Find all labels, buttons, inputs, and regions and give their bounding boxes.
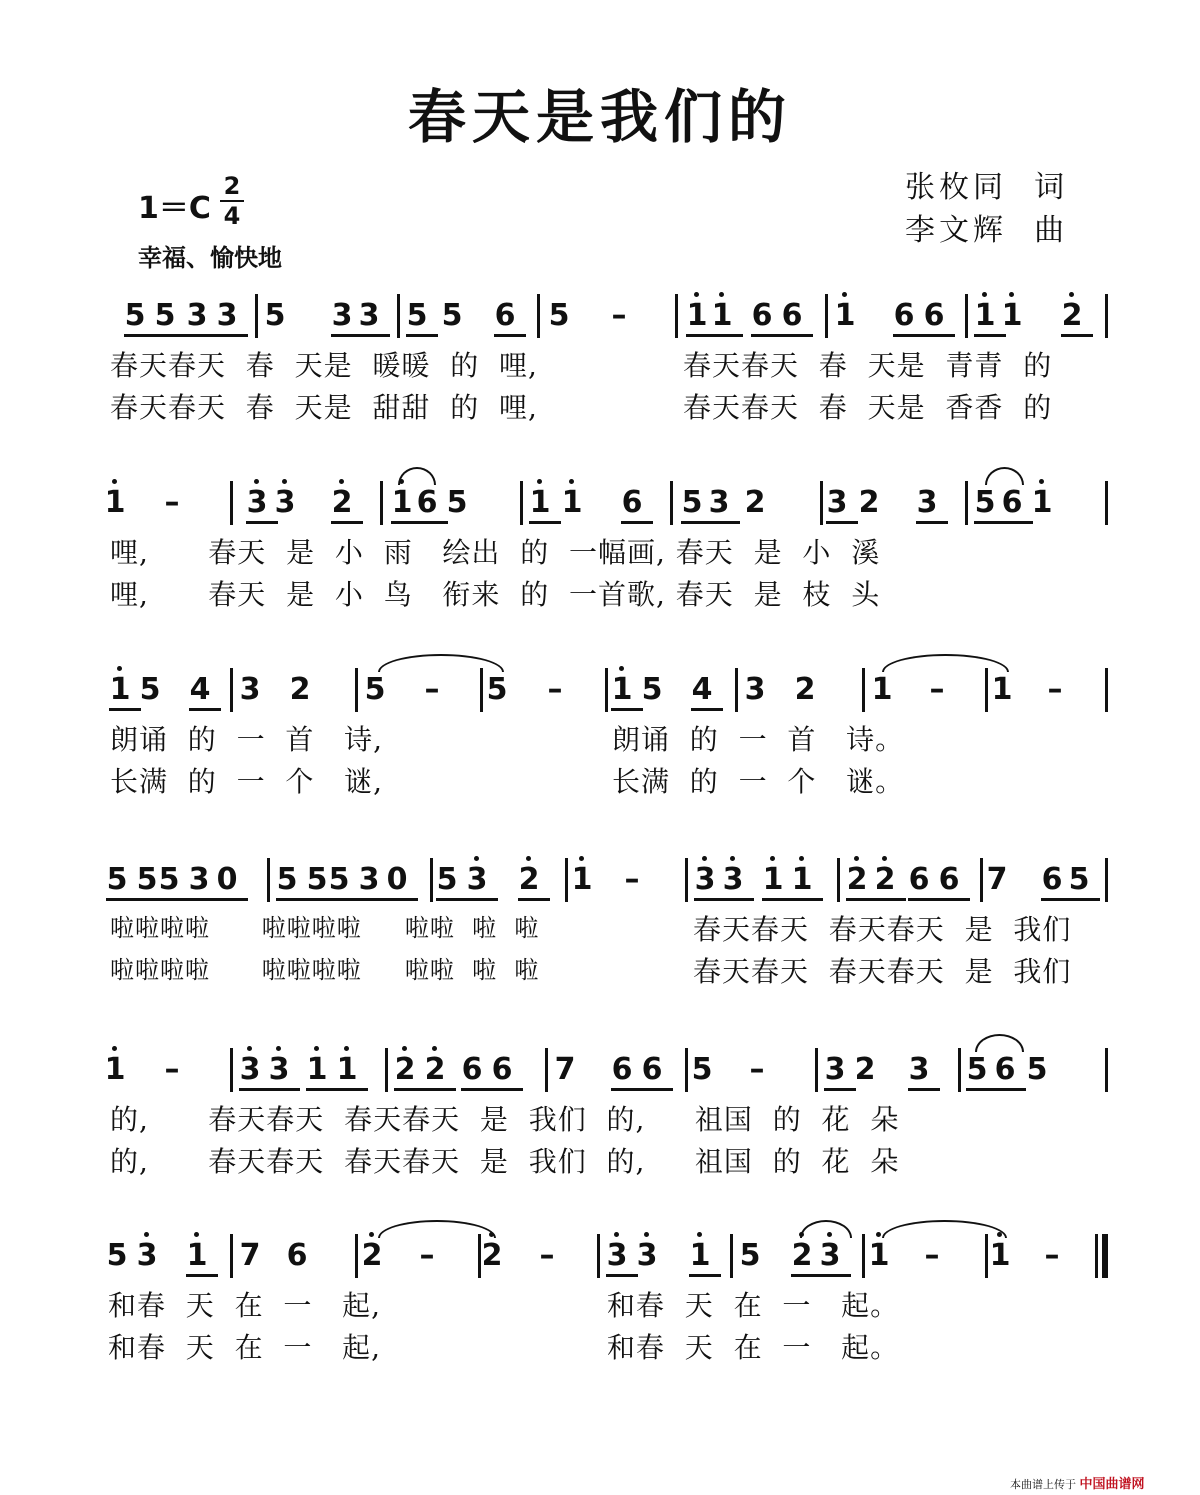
dash-extension: – <box>924 1238 940 1273</box>
note: 1 <box>685 1238 715 1274</box>
note: 5 <box>364 672 386 707</box>
note: 1 <box>100 1052 130 1088</box>
note: 5 <box>154 298 176 333</box>
note: 5 <box>124 298 146 333</box>
beam-underline <box>328 898 388 901</box>
note: 1 <box>525 485 555 521</box>
composer-credit: 李文辉 曲 <box>905 213 1069 248</box>
lyric-verse-1: 春天春天 春天春天 是 我们 <box>693 913 1072 946</box>
slur-arc <box>398 467 436 485</box>
octave-dot <box>702 856 707 861</box>
beam-underline <box>791 1274 851 1277</box>
note: 5 <box>264 298 286 333</box>
barline <box>965 294 968 338</box>
octave-dot <box>799 856 804 861</box>
note: 3 <box>908 1052 930 1087</box>
barline <box>862 668 865 712</box>
note: 1 <box>787 862 817 898</box>
note: 0 <box>216 862 238 897</box>
note: 6 <box>908 862 930 897</box>
barline <box>1105 481 1108 525</box>
octave-dot <box>432 1046 437 1051</box>
dash-extension: – <box>539 1238 555 1273</box>
barline <box>520 481 523 525</box>
note: 5 <box>1026 1052 1048 1087</box>
beam-underline <box>158 898 218 901</box>
beam-underline <box>109 708 141 711</box>
octave-dot <box>569 479 574 484</box>
octave-dot <box>876 1232 881 1237</box>
note: 4 <box>691 672 713 707</box>
barline <box>815 1048 818 1092</box>
note: 1 <box>557 485 587 521</box>
lyric-verse-1: 朗诵 的 一 首 诗。 <box>612 723 905 756</box>
dash-extension: – <box>164 1052 180 1087</box>
score-system <box>0 485 1200 655</box>
beam-underline <box>529 521 561 524</box>
note: 5 <box>306 862 328 897</box>
score-system <box>0 1238 1200 1408</box>
note: 5 <box>328 862 350 897</box>
lyric-verse-2: 春天春天 春天春天 是 我们 <box>693 955 1072 988</box>
octave-dot <box>694 292 699 297</box>
lyric-verse-1: 春天春天 春 天是 青青 的 <box>683 349 1053 382</box>
octave-dot <box>194 1232 199 1237</box>
barline <box>397 294 400 338</box>
dash-extension: – <box>1047 672 1063 707</box>
note: 5 <box>641 672 663 707</box>
barline <box>230 481 233 525</box>
note: 5 <box>158 862 180 897</box>
beam-underline <box>189 708 221 711</box>
note: 3 <box>270 485 300 521</box>
lyric-verse-2: 的, 春天春天 春天春天 是 我们 的, 祖国 的 花 朵 <box>110 1145 900 1178</box>
beam-underline <box>751 334 813 337</box>
barline <box>1105 1048 1108 1092</box>
barline <box>730 1234 733 1278</box>
octave-dot <box>982 292 987 297</box>
beam-underline <box>518 898 550 901</box>
note: 3 <box>186 298 208 333</box>
beam-underline <box>1061 334 1093 337</box>
barline <box>230 1048 233 1092</box>
note: 1 <box>182 1238 212 1274</box>
beam-underline <box>611 1088 673 1091</box>
note: 6 <box>1041 862 1063 897</box>
note: 1 <box>991 672 1013 707</box>
note: 2 <box>870 862 900 898</box>
note: 5 <box>1068 862 1090 897</box>
beam-underline <box>916 521 948 524</box>
score-system <box>0 862 1200 1032</box>
note: 2 <box>787 1238 817 1274</box>
note: 5 <box>486 672 508 707</box>
octave-dot <box>339 479 344 484</box>
note: 3 <box>264 1052 294 1088</box>
slur-arc <box>882 1220 1007 1238</box>
slur-arc <box>378 1220 496 1238</box>
note: 3 <box>744 672 766 707</box>
octave-dot <box>854 856 859 861</box>
note: 5 <box>436 862 458 897</box>
octave-dot <box>1009 292 1014 297</box>
barline <box>355 668 358 712</box>
lyric-verse-2: 春天春天 春 天是 香香 的 <box>683 391 1053 424</box>
note: 3 <box>708 485 730 520</box>
note: 1 <box>997 298 1027 334</box>
octave-dot <box>282 479 287 484</box>
note: 2 <box>420 1052 450 1088</box>
dash-extension: – <box>164 485 180 520</box>
lyric-verse-1: 啦啦啦啦 啦啦啦啦 啦啦 啦 啦 <box>110 914 540 942</box>
octave-dot <box>117 666 122 671</box>
score-system <box>0 1052 1200 1222</box>
note: 6 <box>461 1052 483 1087</box>
barline <box>230 668 233 712</box>
time-signature-top: 2 <box>223 172 241 200</box>
beam-underline <box>846 898 906 901</box>
slur-arc <box>975 1034 1024 1052</box>
lyric-verse-2: 长满 的 一 个 谜, <box>110 765 384 798</box>
octave-dot <box>369 1232 374 1237</box>
beam-underline <box>826 521 858 524</box>
note: 2 <box>390 1052 420 1088</box>
lyric-verse-1: 朗诵 的 一 首 诗, <box>110 723 384 756</box>
barline <box>545 1048 548 1092</box>
beam-underline <box>824 1088 856 1091</box>
note: 1 <box>387 485 417 521</box>
octave-dot <box>730 856 735 861</box>
beam-underline <box>606 1274 638 1277</box>
final-barline <box>1102 1234 1108 1278</box>
barline <box>958 1048 961 1092</box>
note: 6 <box>494 298 516 333</box>
octave-dot <box>882 856 887 861</box>
note: 3 <box>690 862 720 898</box>
dash-extension: – <box>419 1238 435 1273</box>
beam-underline <box>406 334 438 337</box>
octave-dot <box>247 1046 252 1051</box>
beam-underline <box>239 1088 300 1091</box>
note: 1 <box>332 1052 362 1088</box>
note: 6 <box>491 1052 513 1087</box>
note: 2 <box>858 485 880 520</box>
octave-dot <box>1039 479 1044 484</box>
note: 3 <box>826 485 848 520</box>
barline <box>1105 858 1108 902</box>
footer-credit <box>1010 1473 1145 1492</box>
barline <box>965 481 968 525</box>
note: 2 <box>842 862 872 898</box>
octave-dot <box>112 1046 117 1051</box>
note: 1 <box>758 862 788 898</box>
note: 4 <box>189 672 211 707</box>
dash-extension: – <box>611 298 627 333</box>
octave-dot <box>614 1232 619 1237</box>
note: 6 <box>938 862 960 897</box>
barline <box>735 668 738 712</box>
beam-underline <box>681 521 740 524</box>
dash-extension: – <box>749 1052 765 1087</box>
octave-dot <box>619 666 624 671</box>
note: 5 <box>276 862 298 897</box>
barline <box>267 858 270 902</box>
barline <box>675 294 678 338</box>
note: 3 <box>235 1052 265 1088</box>
note: 7 <box>986 862 1008 897</box>
octave-dot <box>314 1046 319 1051</box>
beam-underline <box>186 1274 218 1277</box>
beam-underline <box>331 521 363 524</box>
note: 1 <box>830 298 860 334</box>
note: 1 <box>105 672 135 708</box>
note: 3 <box>462 862 492 898</box>
note: 1 <box>707 298 737 334</box>
barline <box>1095 1234 1098 1278</box>
beam-underline <box>974 334 1006 337</box>
octave-dot <box>644 1232 649 1237</box>
note: 3 <box>132 1238 162 1274</box>
note: 0 <box>386 862 408 897</box>
octave-dot <box>112 479 117 484</box>
note: 6 <box>641 1052 663 1087</box>
note: 6 <box>751 298 773 333</box>
beam-underline <box>391 521 448 524</box>
note: 2 <box>514 862 544 898</box>
note: 5 <box>966 1052 988 1087</box>
note: 7 <box>554 1052 576 1087</box>
note: 3 <box>632 1238 662 1274</box>
note: 3 <box>358 298 380 333</box>
note: 3 <box>815 1238 845 1274</box>
octave-dot <box>579 856 584 861</box>
octave-dot <box>474 856 479 861</box>
barline <box>825 294 828 338</box>
note: 2 <box>327 485 357 521</box>
octave-dot <box>144 1232 149 1237</box>
octave-dot <box>254 479 259 484</box>
note: 5 <box>548 298 570 333</box>
note: 5 <box>691 1052 713 1087</box>
lyricist-credit: 张枚同 词 <box>905 170 1069 205</box>
beam-underline <box>436 898 498 901</box>
note: 1 <box>100 485 130 521</box>
barline <box>837 858 840 902</box>
lyric-verse-2: 春天春天 春 天是 甜甜 的 哩, <box>110 391 538 424</box>
beam-underline <box>908 1088 940 1091</box>
note: 6 <box>416 485 438 520</box>
footer-text: 本曲谱上传于 <box>1010 1478 1076 1491</box>
octave-dot <box>770 856 775 861</box>
note: 1 <box>864 1238 894 1274</box>
octave-dot <box>526 856 531 861</box>
note: 5 <box>739 1238 761 1273</box>
beam-underline <box>494 334 526 337</box>
barline <box>537 294 540 338</box>
octave-dot <box>344 1046 349 1051</box>
barline <box>1105 668 1108 712</box>
note: 3 <box>718 862 748 898</box>
slur-arc <box>985 467 1024 485</box>
note: 6 <box>286 1238 308 1273</box>
beam-underline <box>691 708 723 711</box>
note: 3 <box>188 862 210 897</box>
note: 3 <box>824 1052 846 1087</box>
key-signature: 1＝C <box>138 191 211 226</box>
slur-arc <box>378 654 504 672</box>
barline <box>230 1234 233 1278</box>
beam-underline <box>908 898 970 901</box>
score-system <box>0 298 1200 468</box>
barline <box>255 294 258 338</box>
octave-dot <box>402 1046 407 1051</box>
note: 6 <box>994 1052 1016 1087</box>
lyric-verse-2: 哩, 春天 是 小 鸟 衔来 的 一首歌, 春天 是 枝 头 <box>110 578 881 611</box>
note: 2 <box>794 672 816 707</box>
note: 3 <box>242 485 272 521</box>
note: 5 <box>681 485 703 520</box>
octave-dot <box>1069 292 1074 297</box>
beam-underline <box>966 1088 1026 1091</box>
note: 2 <box>289 672 311 707</box>
note: 5 <box>974 485 996 520</box>
note: 3 <box>216 298 238 333</box>
beam-underline <box>306 1088 368 1091</box>
note: 6 <box>611 1052 633 1087</box>
note: 1 <box>985 1238 1015 1274</box>
note: 6 <box>781 298 803 333</box>
beam-underline <box>461 1088 523 1091</box>
note: 5 <box>441 298 463 333</box>
slur-arc <box>882 654 1009 672</box>
dash-extension: – <box>424 672 440 707</box>
note: 3 <box>602 1238 632 1274</box>
octave-dot <box>697 1232 702 1237</box>
barline <box>385 1048 388 1092</box>
note: 1 <box>970 298 1000 334</box>
beam-underline <box>689 1274 721 1277</box>
footer-brand: 中国曲谱网 <box>1079 1477 1145 1492</box>
lyric-verse-2: 长满 的 一 个 谜。 <box>612 765 905 798</box>
dash-extension: – <box>547 672 563 707</box>
octave-dot <box>842 292 847 297</box>
note: 3 <box>239 672 261 707</box>
octave-dot <box>276 1046 281 1051</box>
lyric-verse-2: 和春 天 在 一 起, <box>108 1331 382 1364</box>
note: 6 <box>1001 485 1023 520</box>
note: 5 <box>446 485 468 520</box>
beam-underline <box>686 334 743 337</box>
lyric-verse-1: 哩, 春天 是 小 雨 绘出 的 一幅画, 春天 是 小 溪 <box>110 536 881 569</box>
barline <box>670 481 673 525</box>
note: 1 <box>302 1052 332 1088</box>
note: 5 <box>139 672 161 707</box>
note: 3 <box>916 485 938 520</box>
score-system <box>0 672 1200 842</box>
note: 5 <box>106 1238 128 1273</box>
octave-dot <box>537 479 542 484</box>
slur-arc <box>800 1220 852 1238</box>
note: 1 <box>1027 485 1057 521</box>
beam-underline <box>186 334 248 337</box>
note: 1 <box>567 862 597 898</box>
note: 7 <box>239 1238 261 1273</box>
lyric-verse-2: 和春 天 在 一 起。 <box>607 1331 900 1364</box>
time-signature <box>220 173 244 229</box>
note: 5 <box>136 862 158 897</box>
dash-extension: – <box>624 862 640 897</box>
beam-underline <box>694 898 754 901</box>
page-title: 春天是我们的 <box>407 83 792 151</box>
dash-extension: – <box>1044 1238 1060 1273</box>
note: 2 <box>744 485 766 520</box>
note: 1 <box>607 672 637 708</box>
note: 2 <box>854 1052 876 1087</box>
tempo-marking: 幸福、愉快地 <box>138 244 282 272</box>
beam-underline <box>394 1088 456 1091</box>
note: 3 <box>358 862 380 897</box>
lyric-verse-1: 和春 天 在 一 起。 <box>607 1289 900 1322</box>
beam-underline <box>1041 898 1100 901</box>
note: 3 <box>331 298 353 333</box>
note: 6 <box>923 298 945 333</box>
beam-underline <box>246 521 278 524</box>
beam-underline <box>762 898 823 901</box>
barline <box>380 481 383 525</box>
lyric-verse-1: 和春 天 在 一 起, <box>108 1289 382 1322</box>
beam-underline <box>974 521 1033 524</box>
note: 1 <box>871 672 893 707</box>
octave-dot <box>719 292 724 297</box>
note: 5 <box>106 862 128 897</box>
barline <box>1105 294 1108 338</box>
beam-underline <box>621 521 653 524</box>
note: 1 <box>682 298 712 334</box>
time-signature-bottom: 4 <box>223 202 241 230</box>
barline <box>685 858 688 902</box>
note: 6 <box>893 298 915 333</box>
note: 2 <box>1057 298 1087 334</box>
barline <box>597 1234 600 1278</box>
lyric-verse-1: 的, 春天春天 春天春天 是 我们 的, 祖国 的 花 朵 <box>110 1103 900 1136</box>
note: 2 <box>357 1238 387 1274</box>
note: 6 <box>621 485 643 520</box>
note: 5 <box>406 298 428 333</box>
beam-underline <box>331 334 390 337</box>
note: 2 <box>477 1238 507 1274</box>
dash-extension: – <box>929 672 945 707</box>
lyric-verse-2: 啦啦啦啦 啦啦啦啦 啦啦 啦 啦 <box>110 956 540 984</box>
beam-underline <box>893 334 955 337</box>
lyric-verse-1: 春天春天 春 天是 暖暖 的 哩, <box>110 349 538 382</box>
beam-underline <box>611 708 643 711</box>
